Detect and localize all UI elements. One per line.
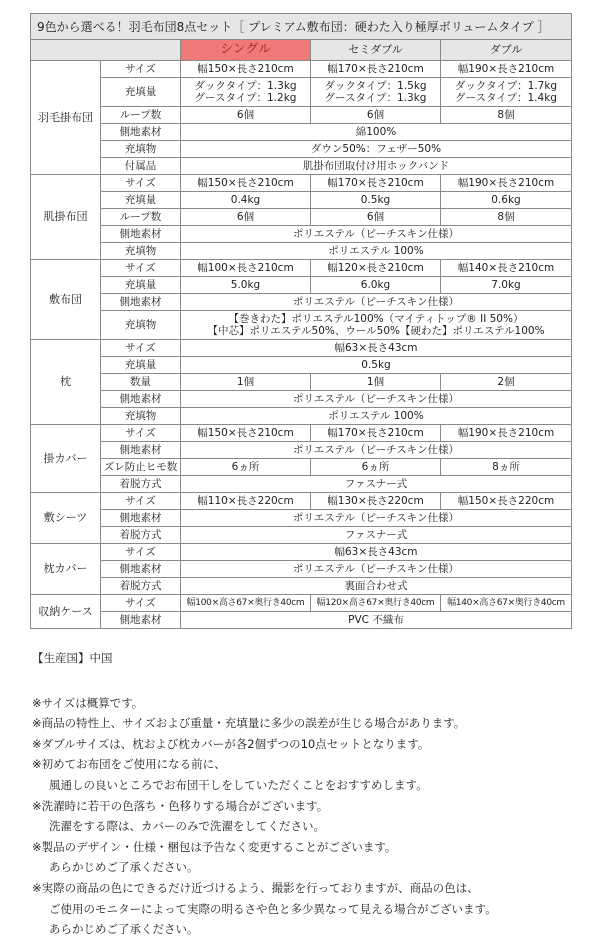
notes-block <box>32 648 592 940</box>
table-row <box>31 459 572 476</box>
value-semidouble: 幅120×高さ67×奥行き40cm <box>311 595 441 612</box>
note-line: ※洗濯時に若干の色落ち・色移りする場合がございます。 <box>32 798 329 813</box>
row-label: 充填量 <box>101 357 181 374</box>
row-label: 充填量 <box>101 192 181 209</box>
row-label: サイズ <box>101 61 181 78</box>
spanned-value: ダウン50%：フェザー50% <box>181 141 572 158</box>
origin-text: 【生産国】中国 <box>32 651 113 665</box>
value-double: 幅190×長さ210cm <box>441 175 572 192</box>
value-semidouble: 幅120×長さ210cm <box>311 260 441 277</box>
value-double: 0.6kg <box>441 192 572 209</box>
value-semidouble: 0.5kg <box>311 192 441 209</box>
value-double: 8個 <box>441 107 572 124</box>
value-single: 0.4kg <box>181 192 311 209</box>
table-row <box>31 78 572 107</box>
row-label: 数量 <box>101 374 181 391</box>
value-single: 1個 <box>181 374 311 391</box>
row-label: 着脱方式 <box>101 527 181 544</box>
table-row <box>31 544 572 561</box>
value-double <box>441 78 572 107</box>
table-row <box>31 158 572 175</box>
spanned-value: ポリエステル（ピーチスキン仕様） <box>181 561 572 578</box>
section-name: 掛カバー <box>31 425 101 493</box>
table-row <box>31 510 572 527</box>
row-label: サイズ <box>101 544 181 561</box>
table-row <box>31 578 572 595</box>
spanned-value: 肌掛布団取付け用ホックバンド <box>181 158 572 175</box>
value-semidouble: 1個 <box>311 374 441 391</box>
value-semidouble: 幅170×長さ210cm <box>311 425 441 442</box>
spanned-value: 裏面合わせ式 <box>181 578 572 595</box>
spanned-value <box>181 311 572 340</box>
spanned-value: ポリエステル 100% <box>181 243 572 260</box>
table-title: 9色から選べる！羽毛布団8点セット［ プレミアム敷布団：硬わた入り極厚ボリュームタイプ ］ <box>31 14 572 40</box>
table-row <box>31 476 572 493</box>
row-label: 側地素材 <box>101 612 181 629</box>
row-label: 着脱方式 <box>101 578 181 595</box>
row-label: サイズ <box>101 493 181 510</box>
table-row <box>31 294 572 311</box>
row-label: ループ数 <box>101 209 181 226</box>
value-single: 幅110×長さ220cm <box>181 493 311 510</box>
row-label: 側地素材 <box>101 510 181 527</box>
table-row <box>31 124 572 141</box>
spacer <box>32 669 592 681</box>
table-row <box>31 391 572 408</box>
table-row <box>31 340 572 357</box>
spanned-value: 0.5kg <box>181 357 572 374</box>
spanned-value: ポリエステル（ピーチスキン仕様） <box>181 442 572 459</box>
table-row <box>31 595 572 612</box>
spacer <box>32 681 592 693</box>
value-double: 幅140×高さ67×奥行き40cm <box>441 595 572 612</box>
note-line: ※ダブルサイズは、枕および枕カバーが各2個ずつの10点セットとなります。 <box>32 736 430 751</box>
section-name: 枕カバー <box>31 544 101 595</box>
section-name: 敷布団 <box>31 260 101 340</box>
spanned-value: ポリエステル（ピーチスキン仕様） <box>181 391 572 408</box>
table-row <box>31 61 572 78</box>
value-single: 幅150×長さ210cm <box>181 61 311 78</box>
spanned-value: ファスナー式 <box>181 476 572 493</box>
value-semidouble <box>311 78 441 107</box>
section-name: 収納ケース <box>31 595 101 629</box>
value-double: 8個 <box>441 209 572 226</box>
note-line: ご使用のモニターによって実際の明るさや色と多少異なって見える場合がございます。 <box>49 901 497 916</box>
cell-line: グースタイプ：1.3kg <box>324 92 427 104</box>
spanned-value: ポリエステル（ピーチスキン仕様） <box>181 294 572 311</box>
row-label: サイズ <box>101 595 181 612</box>
row-label: 充填物 <box>101 408 181 425</box>
row-label: 充填物 <box>101 311 181 340</box>
note-line: あらかじめご了承ください。 <box>49 860 199 875</box>
spanned-value: 幅63×長さ43cm <box>181 340 572 357</box>
notes-list <box>32 693 592 940</box>
table-row <box>31 243 572 260</box>
table-row <box>31 527 572 544</box>
value-single: 幅150×長さ210cm <box>181 425 311 442</box>
cell-line: グースタイプ：1.2kg <box>194 92 297 104</box>
value-single: 6個 <box>181 209 311 226</box>
value-single: 幅100×高さ67×奥行き40cm <box>181 595 311 612</box>
table-row <box>31 311 572 340</box>
cell-line: ダックタイプ：1.3kg <box>194 80 297 92</box>
section-name: 枕 <box>31 340 101 425</box>
spanned-value: ポリエステル（ピーチスキン仕様） <box>181 226 572 243</box>
row-label: ループ数 <box>101 107 181 124</box>
value-single: 6ヵ所 <box>181 459 311 476</box>
row-label: サイズ <box>101 340 181 357</box>
table-row <box>31 374 572 391</box>
spanned-value: PVC 不織布 <box>181 612 572 629</box>
row-label: 着脱方式 <box>101 476 181 493</box>
value-single: 5.0kg <box>181 277 311 294</box>
row-label: 付属品 <box>101 158 181 175</box>
spanned-value: 幅63×長さ43cm <box>181 544 572 561</box>
table-row <box>31 442 572 459</box>
table-row <box>31 408 572 425</box>
value-semidouble: 幅170×長さ210cm <box>311 175 441 192</box>
table-row <box>31 277 572 294</box>
row-label: 側地素材 <box>101 442 181 459</box>
table-row <box>31 561 572 578</box>
row-label: 側地素材 <box>101 391 181 408</box>
value-double: 幅190×長さ210cm <box>441 425 572 442</box>
row-label: 側地素材 <box>101 294 181 311</box>
row-label: サイズ <box>101 425 181 442</box>
spanned-value: 綿100% <box>181 124 572 141</box>
spanned-value: ポリエステル 100% <box>181 408 572 425</box>
value-single: 6個 <box>181 107 311 124</box>
cell-line: グースタイプ：1.4kg <box>455 92 557 104</box>
table-row <box>31 493 572 510</box>
value-semidouble: 6個 <box>311 107 441 124</box>
section-name: 羽毛掛布団 <box>31 61 101 175</box>
table-row <box>31 612 572 629</box>
note-line: あらかじめご了承ください。 <box>49 922 199 937</box>
value-double: 幅140×長さ210cm <box>441 260 572 277</box>
col-header-single: シングル <box>181 40 311 61</box>
table-row <box>31 260 572 277</box>
value-semidouble: 6個 <box>311 209 441 226</box>
table-row <box>31 192 572 209</box>
note-line: ※商品の特性上、サイズおよび重量・充填量に多少の誤差が生じる場合があります。 <box>32 716 466 731</box>
value-single: 幅150×長さ210cm <box>181 175 311 192</box>
section-name: 肌掛布団 <box>31 175 101 260</box>
table-row <box>31 357 572 374</box>
note-line: ※サイズは概算です。 <box>32 695 144 710</box>
cell-line: 【巻きわた】ポリエステル100%（マイティトップ® II 50%） <box>228 313 524 325</box>
row-label: 充填物 <box>101 141 181 158</box>
note-line: 洗濯をする際は、カバーのみで洗濯をしてください。 <box>49 819 325 834</box>
row-label: サイズ <box>101 175 181 192</box>
cell-line: 【中芯】ポリエステル50%、ウール50%【硬わた】ポリエステル100% <box>207 325 545 337</box>
row-label: 充填量 <box>101 277 181 294</box>
note-line: 風通しの良いところでお布団干しをしていただくことをおすすめします。 <box>49 777 428 792</box>
section-name: 敷シーツ <box>31 493 101 544</box>
row-label: サイズ <box>101 260 181 277</box>
note-line: ※製品のデザイン・仕様・梱包は予告なく変更することがございます。 <box>32 839 397 854</box>
row-label: 充填物 <box>101 243 181 260</box>
table-row <box>31 107 572 124</box>
spanned-value: ファスナー式 <box>181 527 572 544</box>
row-label: 充填量 <box>101 78 181 107</box>
cell-line: ダックタイプ：1.7kg <box>454 80 558 92</box>
table-row <box>31 226 572 243</box>
value-double: 幅190×長さ210cm <box>441 61 572 78</box>
value-double: 2個 <box>441 374 572 391</box>
value-single <box>181 78 311 107</box>
row-label: ズレ防止ヒモ数 <box>101 459 181 476</box>
note-line: ※実際の商品の色にできるだけ近づけるよう、撮影を行っておりますが、商品の色は、 <box>32 880 479 895</box>
value-semidouble: 幅130×長さ220cm <box>311 493 441 510</box>
value-double: 幅150×長さ220cm <box>441 493 572 510</box>
table-row <box>31 425 572 442</box>
spec-table <box>30 13 572 629</box>
table-row <box>31 141 572 158</box>
value-semidouble: 6.0kg <box>311 277 441 294</box>
row-label: 側地素材 <box>101 124 181 141</box>
note-line: ※初めてお布団をご使用になる前に、 <box>32 757 226 772</box>
spanned-value: ポリエステル（ピーチスキン仕様） <box>181 510 572 527</box>
table-row <box>31 209 572 226</box>
row-label: 側地素材 <box>101 561 181 578</box>
cell-line: ダックタイプ：1.5kg <box>324 80 427 92</box>
col-header-semidouble: セミダブル <box>311 40 441 61</box>
table-row <box>31 175 572 192</box>
header-blank <box>31 40 181 61</box>
col-header-double: ダブル <box>441 40 572 61</box>
value-double: 8ヵ所 <box>441 459 572 476</box>
value-semidouble: 6ヵ所 <box>311 459 441 476</box>
value-semidouble: 幅170×長さ210cm <box>311 61 441 78</box>
row-label: 側地素材 <box>101 226 181 243</box>
value-single: 幅100×長さ210cm <box>181 260 311 277</box>
value-double: 7.0kg <box>441 277 572 294</box>
